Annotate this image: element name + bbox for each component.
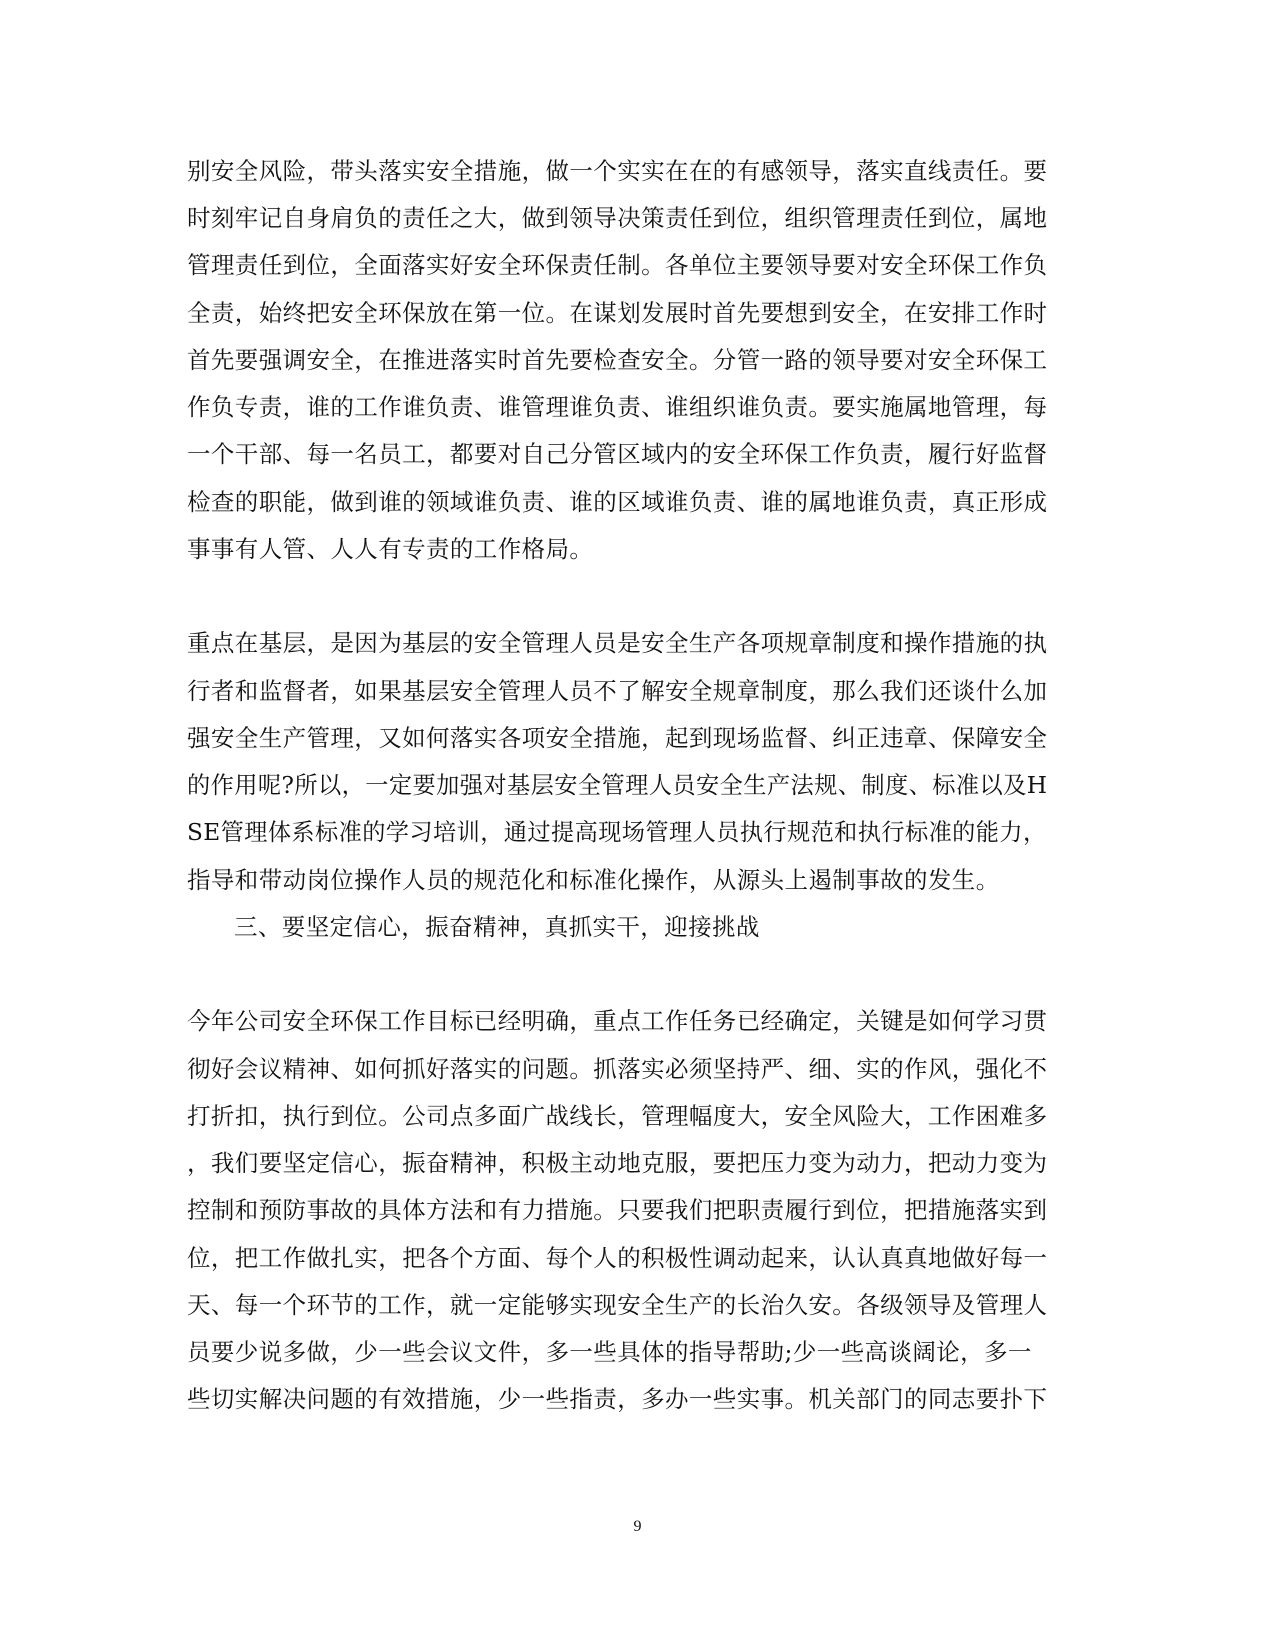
text-line: 些切实解决问题的有效措施，少一些指责，多办一些实事。机关部门的同志要扑下 xyxy=(187,1385,1048,1413)
text-line: 今年公司安全环保工作目标已经明确，重点工作任务已经确定，关键是如何学习贯 xyxy=(187,1007,1048,1035)
text-line: 管理责任到位，全面落实好安全环保责任制。各单位主要领导要对安全环保工作负 xyxy=(187,251,1048,279)
text-line: 行者和监督者，如果基层安全管理人员不了解安全规章制度，那么我们还谈什么加 xyxy=(187,677,1048,705)
text-line: 指导和带动岗位操作人员的规范化和标准化操作，从源头上遏制事故的发生。 xyxy=(187,866,1000,894)
text-line: 员要少说多做，少一些会议文件，多一些具体的指导帮助;少一些高谈阔论，多一 xyxy=(187,1338,1032,1366)
text-line: 一个干部、每一名员工，都要对自己分管区域内的安全环保工作负责，履行好监督 xyxy=(187,440,1048,468)
text-line: 天、每一个环节的工作，就一定能够实现安全生产的长治久安。各级领导及管理人 xyxy=(187,1291,1048,1319)
text-line: 打折扣，执行到位。公司点多面广战线长，管理幅度大，安全风险大，工作困难多 xyxy=(187,1102,1048,1130)
text-line: 首先要强调安全，在推进落实时首先要检查安全。分管一路的领导要对安全环保工 xyxy=(187,346,1048,374)
text-line: 检查的职能，做到谁的领域谁负责、谁的区域谁负责、谁的属地谁负责，真正形成 xyxy=(187,488,1048,516)
text-line: 彻好会议精神、如何抓好落实的问题。抓落实必须坚持严、细、实的作风，强化不 xyxy=(187,1055,1048,1083)
text-line: 事事有人管、人人有专责的工作格局。 xyxy=(187,535,594,563)
text-line: 时刻牢记自身肩负的责任之大，做到领导决策责任到位，组织管理责任到位，属地 xyxy=(187,204,1048,232)
text-line: 重点在基层，是因为基层的安全管理人员是安全生产各项规章制度和操作措施的执 xyxy=(187,629,1048,657)
text-line: 的作用呢?所以，一定要加强对基层安全管理人员安全生产法规、制度、标准以及H xyxy=(187,771,1048,799)
text-line: 全责，始终把安全环保放在第一位。在谋划发展时首先要想到安全，在安排工作时 xyxy=(187,299,1048,327)
page-number: 9 xyxy=(633,1518,642,1535)
text-line: 强安全生产管理，又如何落实各项安全措施，起到现场监督、纠正违章、保障安全 xyxy=(187,724,1048,752)
text-line: 控制和预防事故的具体方法和有力措施。只要我们把职责履行到位，把措施落实到 xyxy=(187,1196,1048,1224)
section-heading: 三、要坚定信心，振奋精神，真抓实干，迎接挑战 xyxy=(234,913,760,941)
text-line: 别安全风险，带头落实安全措施，做一个实实在在的有感领导，落实直线责任。要 xyxy=(187,157,1048,185)
text-line: 位，把工作做扎实，把各个方面、每个人的积极性调动起来，认认真真地做好每一 xyxy=(187,1244,1048,1272)
text-line: SE管理体系标准的学习培训，通过提高现场管理人员执行规范和执行标准的能力， xyxy=(187,818,1047,846)
text-line: ，我们要坚定信心，振奋精神，积极主动地克服，要把压力变为动力，把动力变为 xyxy=(187,1149,1048,1177)
text-line: 作负专责，谁的工作谁负责、谁管理谁负责、谁组织谁负责。要实施属地管理，每 xyxy=(187,393,1048,421)
